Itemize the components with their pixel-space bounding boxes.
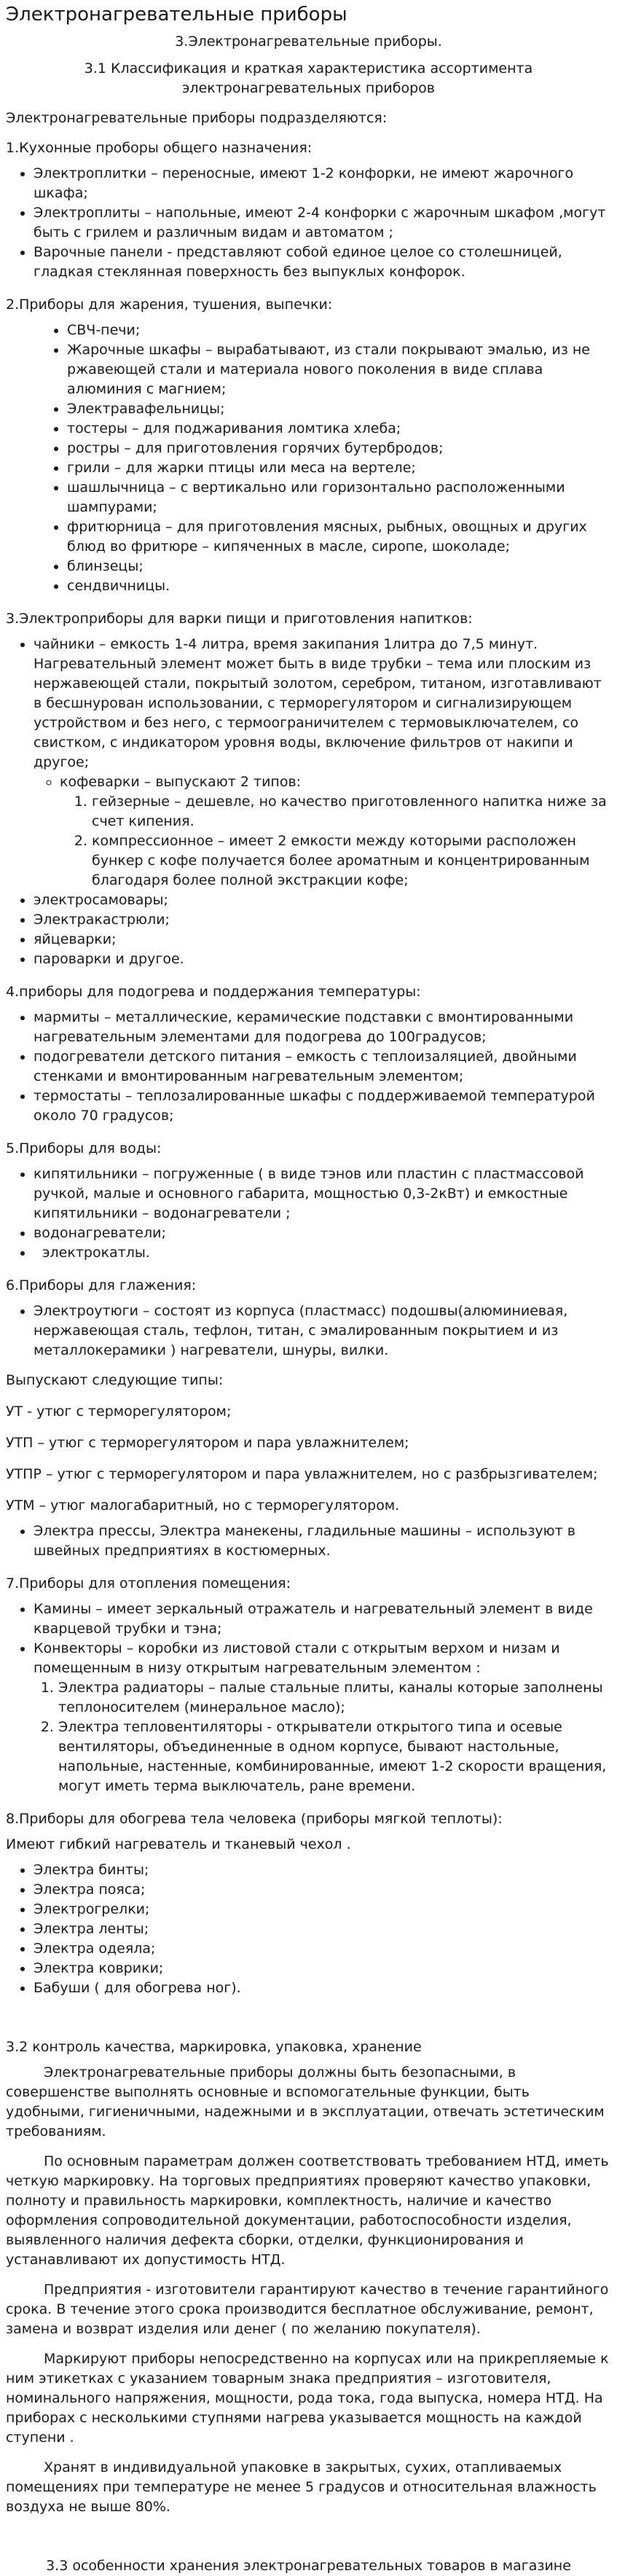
category-heading-6: 6.Приборы для глажения: — [6, 1277, 197, 1293]
iron-type: УТМ – утюг малогабаритный, но с терморегулятором. — [6, 1498, 400, 1514]
list-item: • водонагреватели; — [34, 1224, 611, 1243]
iron-type: УТ - утюг с терморегулятором; — [6, 1404, 232, 1420]
list-item: 2. компрессионное – имеет 2 емкости между которыми расположен бункер с кофе получается более ароматным и концентрированным благодаря более полной экстракции кофе; — [92, 831, 611, 890]
list-item: • подогреватели детского питания – емкость с теплоизаляцией, двойными стенками и вмонтированным нагревательным элементом; — [34, 1047, 611, 1087]
list-item: • электрокатлы. — [34, 1243, 611, 1263]
list-item-text: чайники – емкость 1-4 литра, время закипания 1литра до 7,5 минут. Нагревательный элемент может быть в виде трубки – тема или плоским из нержавеющей стали, покрытый золотом, серебром, титаном, изготавливают в бесшнурован использовании, с терморегулятором и сигнализирующем устройством и без него, с термоограничителем с термовыключателем, со свистком, с индикатором уровня воды, включение фильтров от накипи и другое; — [34, 636, 602, 770]
list-item: • Электра бинты; — [34, 1860, 611, 1880]
iron-type: УТПР – утюг с терморегулятором и пара увлажнителем, но с разбрызгивателем; — [6, 1466, 598, 1482]
category-heading-2: 2.Приборы для жарения, тушения, выпечки: — [6, 297, 333, 313]
list-item — [34, 1639, 611, 1796]
paragraph: Электронагревательные приборы должны быть безопасными, в совершенстве выполнять основные и вспомогательные функции, быть удобными, гигиеничными, надежными и в эксплуатации, отвечать эстетическим требованиям. — [6, 2064, 605, 2140]
section-heading: 3.Электронагревательные приборы. — [175, 34, 442, 50]
list-item: • яйцеварки; — [34, 930, 611, 950]
list-item: • Электра коврики; — [34, 1959, 611, 1978]
paragraph: Хранят в индивидуальной упаковке в закрытых, сухих, отапливаемых помещениях при температуре не менее 5 градусов и относительная влажность воздуха не выше 80%. — [6, 2459, 597, 2515]
category-list-7 — [6, 1600, 611, 1796]
list-item: • Камины – имеет зеркальный отражатель и нагревательный элемент в виде кварцевой трубки и тэна; — [34, 1600, 611, 1639]
subsection-heading-3-3: 3.3 особенности хранения электронагревательных товаров в магазине — [46, 2558, 571, 2574]
subsection-heading-3-2: 3.2 контроль качества, маркировка, упаковка, хранение — [6, 2039, 422, 2055]
list-item: • фритюрница – для приготовления мясных, рыбных, овощных и других блюд во фритюре – кипяченных в масле, сиропе, шоколаде; — [67, 517, 611, 557]
category-list-6b — [6, 1522, 611, 1561]
list-item: • электросамовары; — [34, 890, 611, 910]
category-heading-1: 1.Кухонные проборы общего назначения: — [6, 140, 313, 156]
list-item-text: Конвекторы – коробки из листовой стали с открытым верхом и низам и помещенным в низу открытым нагревательным элементом : — [34, 1640, 560, 1676]
paragraph: Маркируют приборы непосредственно на корпусах или на прикрепляемые к ним этикетках с указанием товарным знака предприятия – изготовителя, номинального напряжения, мощности, рода тока, года выпуска, номера НТД. На приборах с несколькими ступнями нагрева указывается мощность на каждой ступени . — [6, 2351, 609, 2446]
list-item: • кипятильники – погруженные ( в виде тэнов или пластин с пластмассовой ручкой, малые и основного габарита, мощностью 0,3-2кВт) и емкостные кипятильники – водонагреватели ; — [34, 1164, 611, 1224]
nested-list — [34, 772, 611, 890]
list-item: • Электроплитки – переносные, имеют 1-2 конфорки, не имеют жарочного шкафа; — [34, 164, 611, 203]
list-item: • ростры – для приготовления горячих бутербродов; — [67, 439, 611, 458]
document-title: Электронагревательные приборы — [6, 4, 347, 26]
list-item: • Электроплиты – напольные, имеют 2-4 конфорки с жарочным шкафом ,могут быть с грилем и различным видам и автоматом ; — [34, 203, 611, 243]
category-heading-3: 3.Электроприборы для варки пищи и приготовления напитков: — [6, 611, 473, 627]
list-item: • сендвичницы. — [67, 576, 611, 596]
list-item — [34, 635, 611, 890]
category-heading-5: 5.Приборы для воды: — [6, 1140, 162, 1156]
list-item: • пароварки и другое. — [34, 950, 611, 969]
numbered-list — [60, 792, 611, 890]
list-item: • Электра одеяла; — [34, 1939, 611, 1959]
list-item: 2. Электра тепловентиляторы - открыватели открытого типа и осевые вентиляторы, объединенные в одном корпусе, бывают настольные, напольные, настенные, комбинированные, имеют 1-2 скорости вращения, могут иметь терма выключатель, ране времени. — [58, 1718, 611, 1796]
spacer — [6, 2527, 611, 2556]
category-list-3 — [6, 635, 611, 969]
category-8-intro: Имеют гибкий нагреватель и тканевый чехол . — [6, 1836, 351, 1852]
list-item — [60, 772, 611, 890]
intro-text: Электронагревательные приборы подразделяются: — [6, 110, 388, 126]
paragraph: Предприятия - изготовители гарантируют качество в течение гарантийного срока. В течение этого срока производится бесплатное обслуживание, ремонт, замена и возврат изделия или денег ( по желанию покупателя). — [6, 2282, 609, 2337]
category-heading-8: 8.Приборы для обогрева тела человека (приборы мягкой теплоты): — [6, 1811, 503, 1827]
list-item: • Бабуши ( для обогрева ног). — [34, 1978, 611, 1998]
category-list-6 — [6, 1301, 611, 1361]
iron-type: УТП – утюг с терморегулятором и пара увлажнителем; — [6, 1435, 409, 1451]
category-list-4 — [6, 1008, 611, 1126]
spacer — [6, 2008, 611, 2037]
subsection-heading-3-1 — [6, 59, 611, 98]
list-item: • термостаты – теплозалированные шкафы с поддерживаемой температурой около 70 градусов; — [34, 1087, 611, 1126]
list-item: • Жарочные шкафы – вырабатывают, из стали покрывают эмалью, из не ржавеющей стали и материала нового поколения в виде сплава алюминия с магнием; — [67, 340, 611, 399]
list-item: • Варочные панели - представляют собой единое целое со столешницей, гладкая стеклянная поверхность без выпуклых конфорок. — [34, 243, 611, 282]
list-item: • Электра пояса; — [34, 1880, 611, 1900]
list-item: • Электрогрелки; — [34, 1900, 611, 1919]
category-list-2 — [6, 321, 611, 596]
category-heading-7: 7.Приборы для отопления помещения: — [6, 1575, 291, 1592]
list-item: • тостеры – для поджаривания ломтика хлеба; — [67, 419, 611, 439]
numbered-list — [34, 1678, 611, 1796]
subsection-heading-line: электронагревательных приборов — [182, 80, 435, 96]
list-item: • мармиты – металлические, керамические подставки с вмонтированными нагревательным элементами для подогрева до 100градусов; — [34, 1008, 611, 1047]
list-item: 1. гейзерные – дешевле, но качество приготовленного напитка ниже за счет кипения. — [92, 792, 611, 831]
paragraph: По основным параметрам должен соответствовать требованием НТД, иметь четкую маркировку. На торговых предприятиях проверяют качество упаковки, полноту и правильность маркировки, комплектность, наличие и качество оформления сопроводительной документации, работоспособности изделия, выявленного наличия дефекта сборки, отделки, функционирования и устанавливают их допустимость НТД. — [6, 2153, 609, 2268]
list-item: • Электракастрюли; — [34, 910, 611, 930]
category-list-8 — [6, 1860, 611, 1998]
list-item: • Электравафельницы; — [67, 399, 611, 419]
list-item: • Электра прессы, Электра манекены, гладильные машины – используют в швейных предприятиях в костюмерных. — [34, 1522, 611, 1561]
list-item: • шашлычница – с вертикально или горизонтально расположенными шампурами; — [67, 478, 611, 517]
list-item-text: кофеварки – выпускают 2 типов: — [60, 774, 302, 790]
category-list-5 — [6, 1164, 611, 1263]
list-item: • грили – для жарки птицы или меса на вертеле; — [67, 458, 611, 478]
list-item: • Электра ленты; — [34, 1919, 611, 1939]
iron-types-heading: Выпускают следующие типы: — [6, 1372, 224, 1388]
list-item: 1. Электра радиаторы – палые стальные плиты, каналы которые заполнены теплоносителем (минеральное масло); — [58, 1678, 611, 1718]
category-list-1 — [6, 164, 611, 282]
category-heading-4: 4.приборы для подогрева и поддержания температуры: — [6, 984, 421, 1000]
list-item: • блинзецы; — [67, 557, 611, 576]
subsection-heading-line: 3.1 Классификация и краткая характеристика ассортимента — [84, 60, 533, 77]
list-item: • СВЧ-печи; — [67, 321, 611, 340]
list-item: • Электроутюги – состоят из корпуса (пластмасс) подошвы(алюминиевая, нержавеющая сталь, тефлон, титан, с эмалированным покрытием и из металлокерамики ) нагреватели, шнуры, вилки. — [34, 1301, 611, 1361]
